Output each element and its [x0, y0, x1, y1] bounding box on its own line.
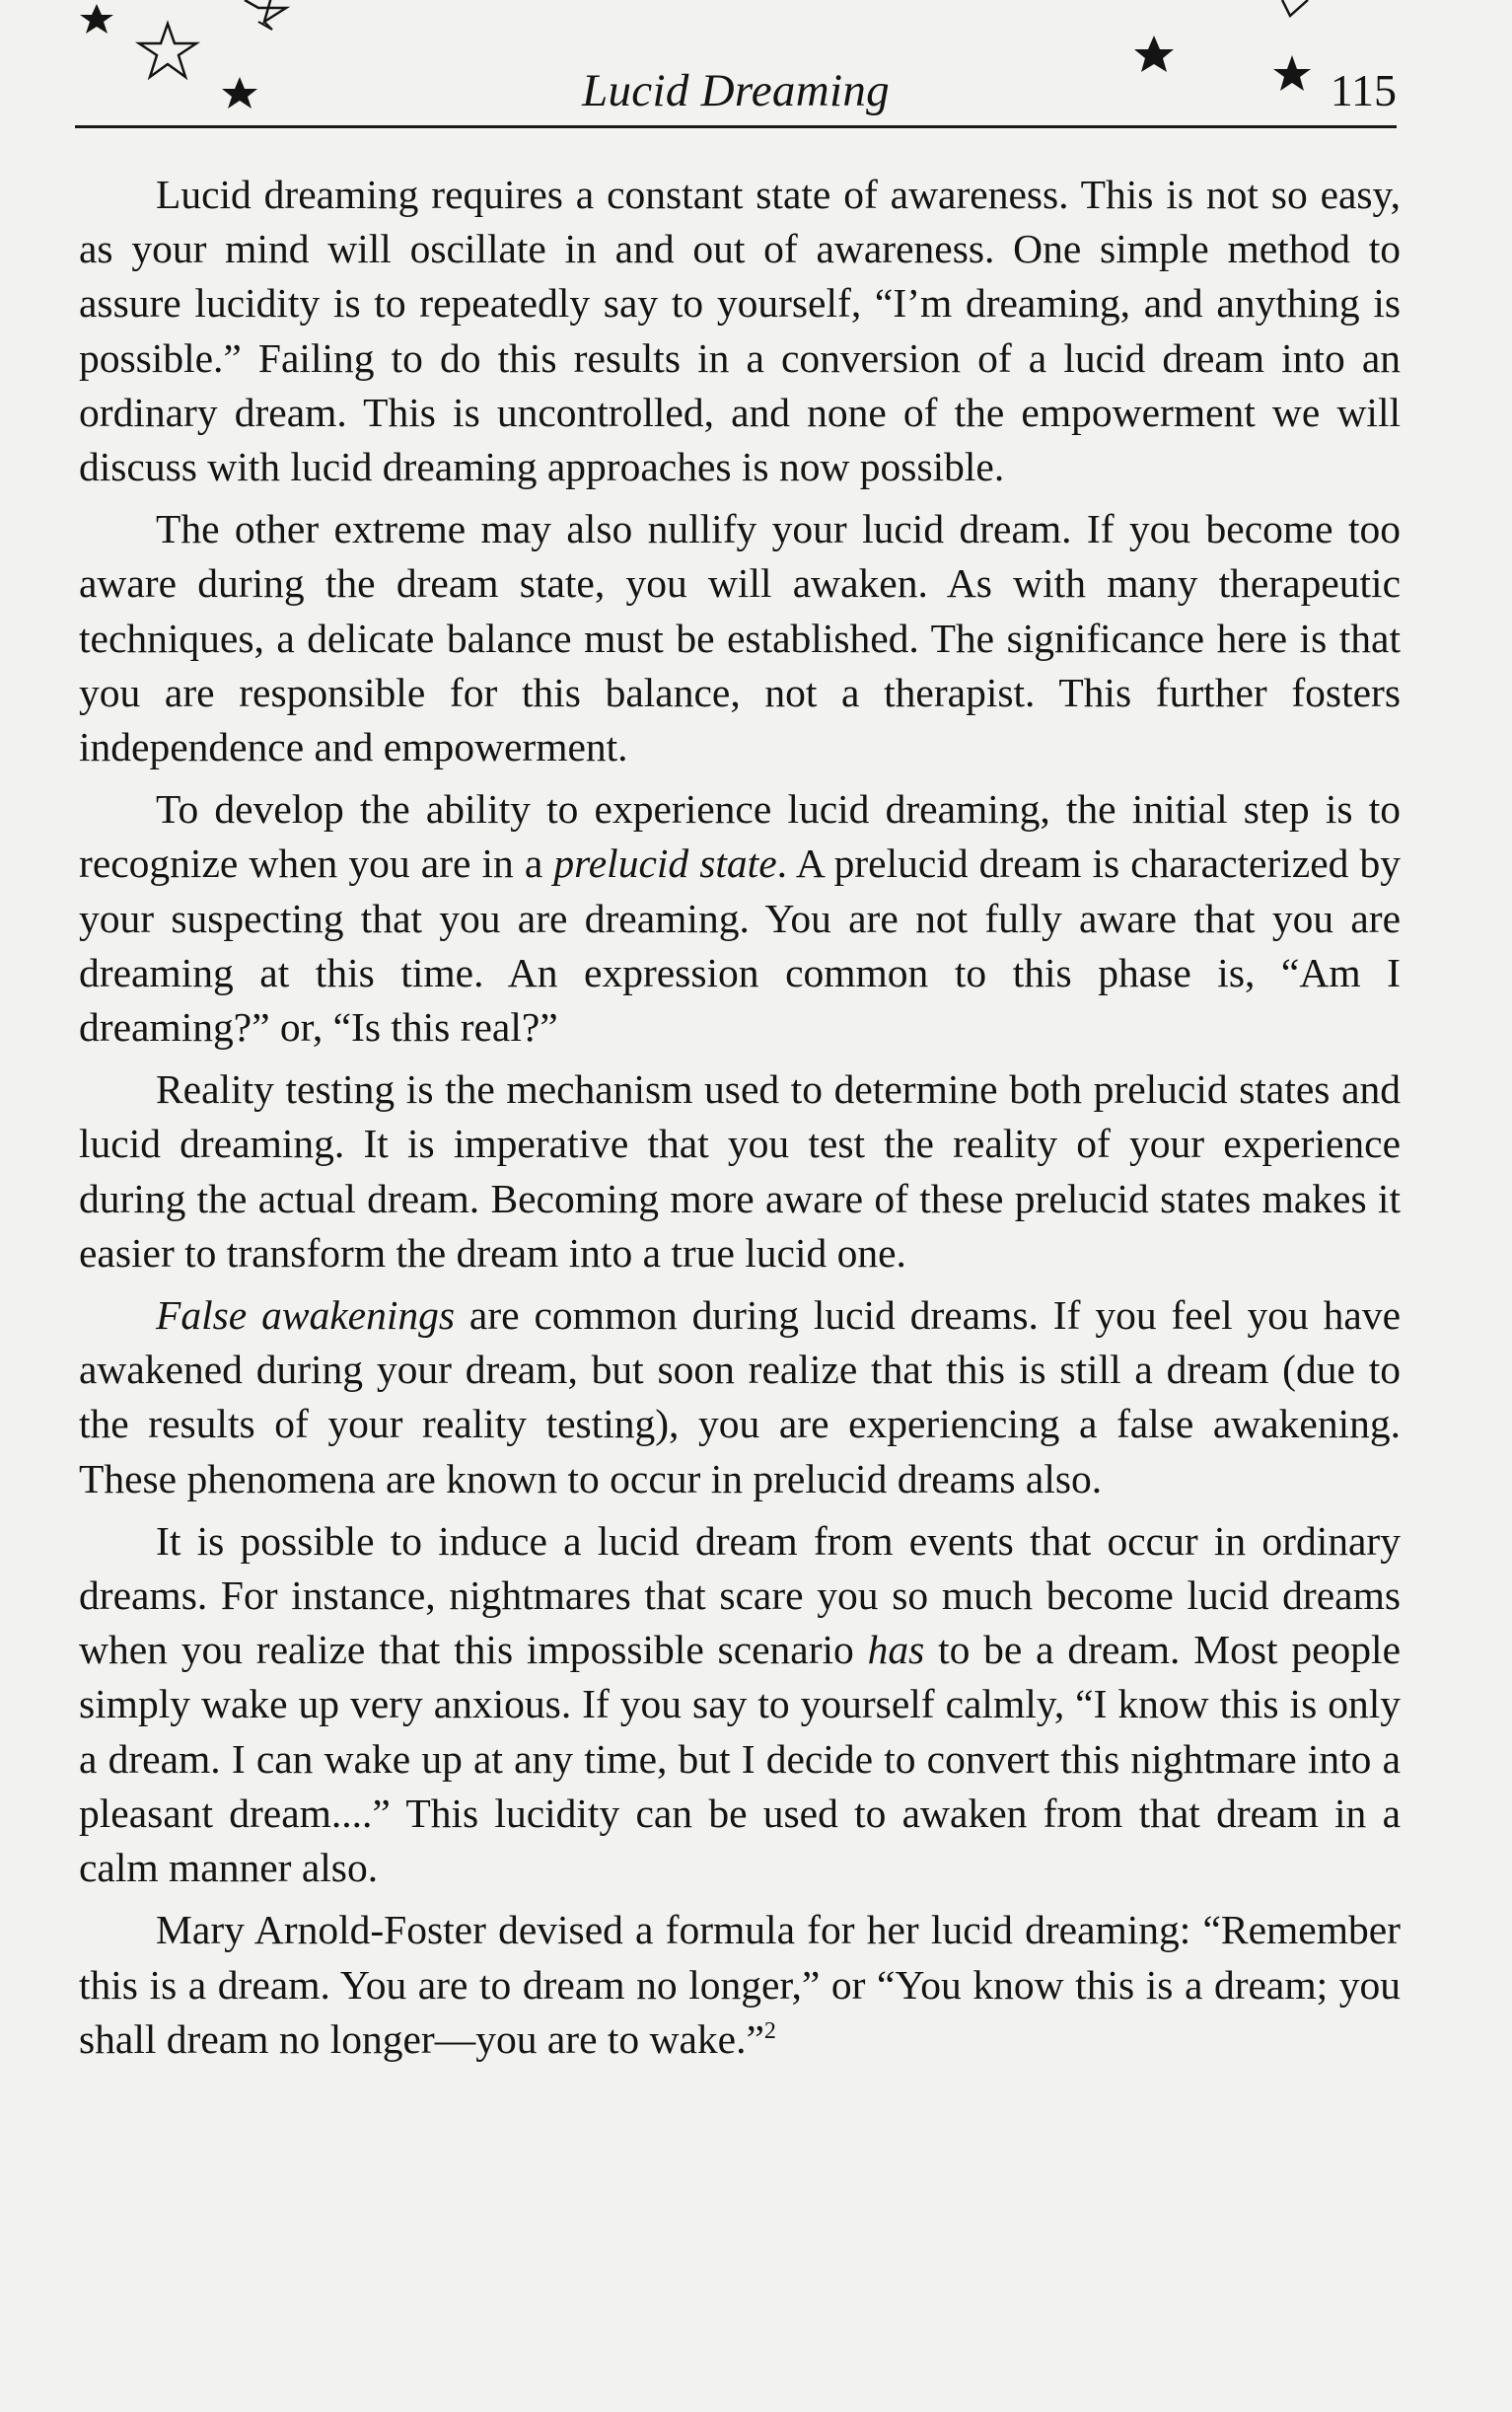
- italic-text: prelucid state: [553, 841, 777, 887]
- text-segment: It is possible to induce a lucid dream from events that occur in ordinary dreams. For instance, nightmares that scare you so much become lucid dreams when you realize that this impossible scenario: [79, 1517, 1401, 1673]
- text-segment: Mary Arnold-Foster devised a formula for her lucid dreaming: “Remember this is a dream. You are to dream no longer,” or “You know this is a dream; you shall dream no longer—you are to wake.”: [79, 1907, 1401, 2062]
- paragraph: [79, 1062, 1401, 1280]
- paragraph: [79, 1288, 1401, 1506]
- italic-text: False awakenings: [156, 1292, 456, 1339]
- running-title: Lucid Dreaming: [582, 65, 890, 116]
- paragraph: [79, 1903, 1401, 2067]
- italic-text: has: [867, 1627, 925, 1673]
- outline-star-partial-icon: [1282, 0, 1308, 16]
- running-header: [75, 51, 1397, 130]
- text-segment: Reality testing is the mechanism used to determine both prelucid states and lucid dreaming. It is imperative that you test the reality of your experience during the actual dream. Becoming more aware of these prelucid states makes it easier to transform the dream into a true lucid one.: [79, 1066, 1401, 1276]
- outline-star-partial-icon: [245, 0, 286, 22]
- paragraph: [79, 1514, 1401, 1895]
- text-segment: to be a dream. Most people simply wake up very anxious. If you say to yourself calmly, “I know this is only a dream. I can wake up at any time, but I decide to convert this nightmare into a pleasant dream....” This lucidity can be used to awaken from that dream in a calm manner also.: [79, 1627, 1401, 1891]
- text-segment: Lucid dreaming requires a constant state of awareness. This is not so easy, as your mind will oscillate in and out of awareness. One simple method to assure lucidity is to repeatedly say to yourself, “I’m dreaming, and anything is possible.” Failing to do this results in a conversion of a lucid dream into an ordinary dream. This is uncontrolled, and none of the empowerment we will discuss with lucid dreaming approaches is now possible.: [79, 172, 1401, 490]
- paragraph: [79, 168, 1401, 494]
- text-segment: To develop the ability to experience lucid dreaming, the initial step is to recognize when you are in a: [79, 786, 1401, 887]
- body-text: [79, 168, 1401, 2075]
- solid-star-icon: [80, 4, 113, 34]
- outline-star-partial-icon: [258, 22, 272, 30]
- header-rule: [75, 125, 1397, 128]
- text-segment: are common during lucid dreams. If you feel you have awakened during your dream, but soon realize that this is still a dream (due to the results of your reality testing), you are experiencing a false awakening. These phenomena are known to occur in prelucid dreams also.: [79, 1292, 1401, 1501]
- text-segment: The other extreme may also nullify your lucid dream. If you become too aware during the dream state, you will awaken. As with many therapeutic techniques, a delicate balance must be established. The significance here is that you are responsible for this balance, not a therapist. This further fosters independence and empowerment.: [79, 506, 1401, 770]
- page-number: 115: [1330, 65, 1397, 115]
- text-segment: . A prelucid dream is characterized by your suspecting that you are dreaming. You are not fully aware that you are dreaming at this time. An expression common to this phase is, “Am I dreaming?” or, “Is this real?”: [79, 841, 1401, 1051]
- paragraph: [79, 782, 1401, 1055]
- footnote-reference: 2: [763, 2017, 776, 2044]
- paragraph: [79, 502, 1401, 774]
